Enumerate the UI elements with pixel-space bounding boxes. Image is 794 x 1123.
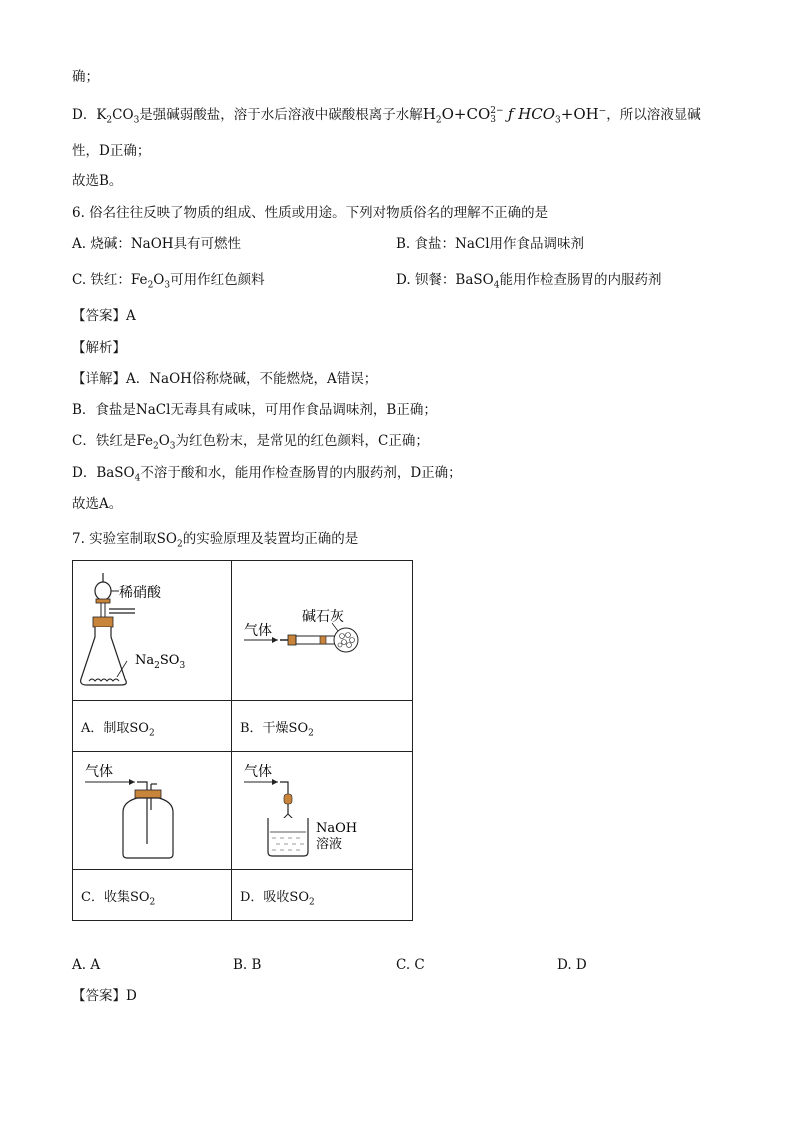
text: D．K [72, 107, 107, 123]
question-7-stem: 7. 实验室制取$SO_2$的实验原理及装置均正确的是 [72, 531, 359, 550]
q6-detail-d: D．BaSO$_4$不溶于酸和水，能用作检查肠胃的内服药剂，D正确； [72, 465, 462, 484]
gas-label: 气体 [244, 623, 272, 639]
drying-tube-figure [232, 561, 412, 696]
caption-d: D．吸收$SO_2$ [232, 870, 413, 921]
dilute-nitric-acid-label: 稀硝酸 [119, 585, 161, 601]
text: CO [112, 107, 134, 123]
figure-a-cell [73, 561, 232, 701]
absorption-beaker-figure [232, 752, 412, 865]
q7-answer: 【答案】D [72, 988, 137, 1004]
flask-apparatus-figure [73, 561, 231, 696]
q7-option-a: A. A [72, 957, 101, 973]
caption-a: A．制取$SO_2$ [73, 701, 232, 752]
text: O [153, 272, 165, 288]
gas-label: 气体 [85, 764, 113, 780]
text: 为红色粉末，是常见的红色颜料，C正确； [175, 433, 429, 449]
q6-option-d: D. 钡餐：BaSO$_4$能用作检查肠胃的内服药剂 [396, 272, 662, 291]
text-line-d-k2co3: D．$K_2CO_3$是强碱弱酸盐，溶于水后溶液中碳酸根离子水解$H_2O+CO$ 2− 3 ƒ $HCO_3+OH^-$，所以溶液显碱 [72, 105, 701, 126]
caption-text: D．吸收SO [240, 889, 309, 905]
caption-text: B．干燥SO [240, 720, 309, 736]
q7-option-c: C. C [396, 957, 425, 973]
q6-detail-a: 【详解】A．NaOH俗称烧碱，不能燃烧，A错误； [72, 371, 378, 387]
text: C．铁红是Fe [72, 433, 153, 449]
q6-detail-c: C．铁红是$Fe_2O_3$为红色粉末，是常见的红色颜料，C正确； [72, 433, 429, 452]
q6-option-c: C. 铁红：$Fe_2O_3$可用作红色颜料 [72, 272, 265, 291]
text-line: 确； [72, 69, 99, 85]
equation: ƒ HCO [507, 105, 556, 123]
text: 可用作红色颜料 [170, 272, 265, 288]
q7-option-b: B. B [233, 957, 262, 973]
equation: +OH [560, 105, 599, 123]
caption-text: C．收集SO [81, 889, 150, 905]
question-6-stem: 6. 俗名往往反映了物质的组成、性质或用途。下列对物质俗名的理解不正确的是 [72, 205, 549, 221]
text: 7. 实验室制取SO [72, 531, 177, 547]
gas-bottle-figure [73, 752, 231, 865]
text: 的实验原理及装置均正确的是 [182, 531, 359, 547]
text: D. 钡餐：BaSO [396, 272, 494, 288]
text-line: 故选B。 [72, 173, 123, 189]
caption-c: C．收集$SO_2$ [73, 870, 232, 921]
text: C. 铁红：Fe [72, 272, 148, 288]
text: O [158, 433, 170, 449]
text: 能用作检查肠胃的内服药剂 [499, 272, 662, 288]
equation: O+CO [441, 105, 491, 123]
text: ，所以溶液显碱 [606, 107, 701, 123]
q7-option-d: D. D [557, 957, 587, 973]
q6-answer: 【答案】A [72, 308, 136, 324]
naoh-label: NaOH [316, 821, 358, 836]
q6-option-b: B. 食盐：NaCl用作食品调味剂 [396, 236, 585, 252]
caption-b: B．干燥$SO_2$ [232, 701, 413, 752]
text: 是强碱弱酸盐，溶于水后溶液中碳酸根离子水解 [139, 107, 423, 123]
text: 不溶于酸和水，能用作检查肠胃的内服药剂，D正确； [140, 465, 462, 481]
q6-detail-b: B．食盐是NaCl无毒具有咸味，可用作食品调味剂，B正确； [72, 402, 437, 418]
q6-conclusion: 故选A。 [72, 496, 123, 512]
q6-analysis-heading: 【解析】 [72, 340, 126, 356]
q6-option-a: A. 烧碱：NaOH具有可燃性 [72, 236, 242, 252]
equation: H [422, 105, 436, 123]
caption-text: A．制取SO [81, 720, 149, 736]
solution-label: 溶液 [316, 837, 343, 852]
text: D．BaSO [72, 465, 135, 481]
sodium-sulfite-label: $Na_2SO_3$ [135, 653, 186, 671]
figure-c-cell [73, 752, 232, 870]
figure-b-cell [232, 561, 413, 701]
apparatus-table [72, 560, 413, 921]
soda-lime-label: 碱石灰 [302, 609, 344, 625]
gas-label: 气体 [244, 764, 272, 780]
text-line: 性，D正确； [72, 143, 151, 159]
figure-d-cell [232, 752, 413, 870]
